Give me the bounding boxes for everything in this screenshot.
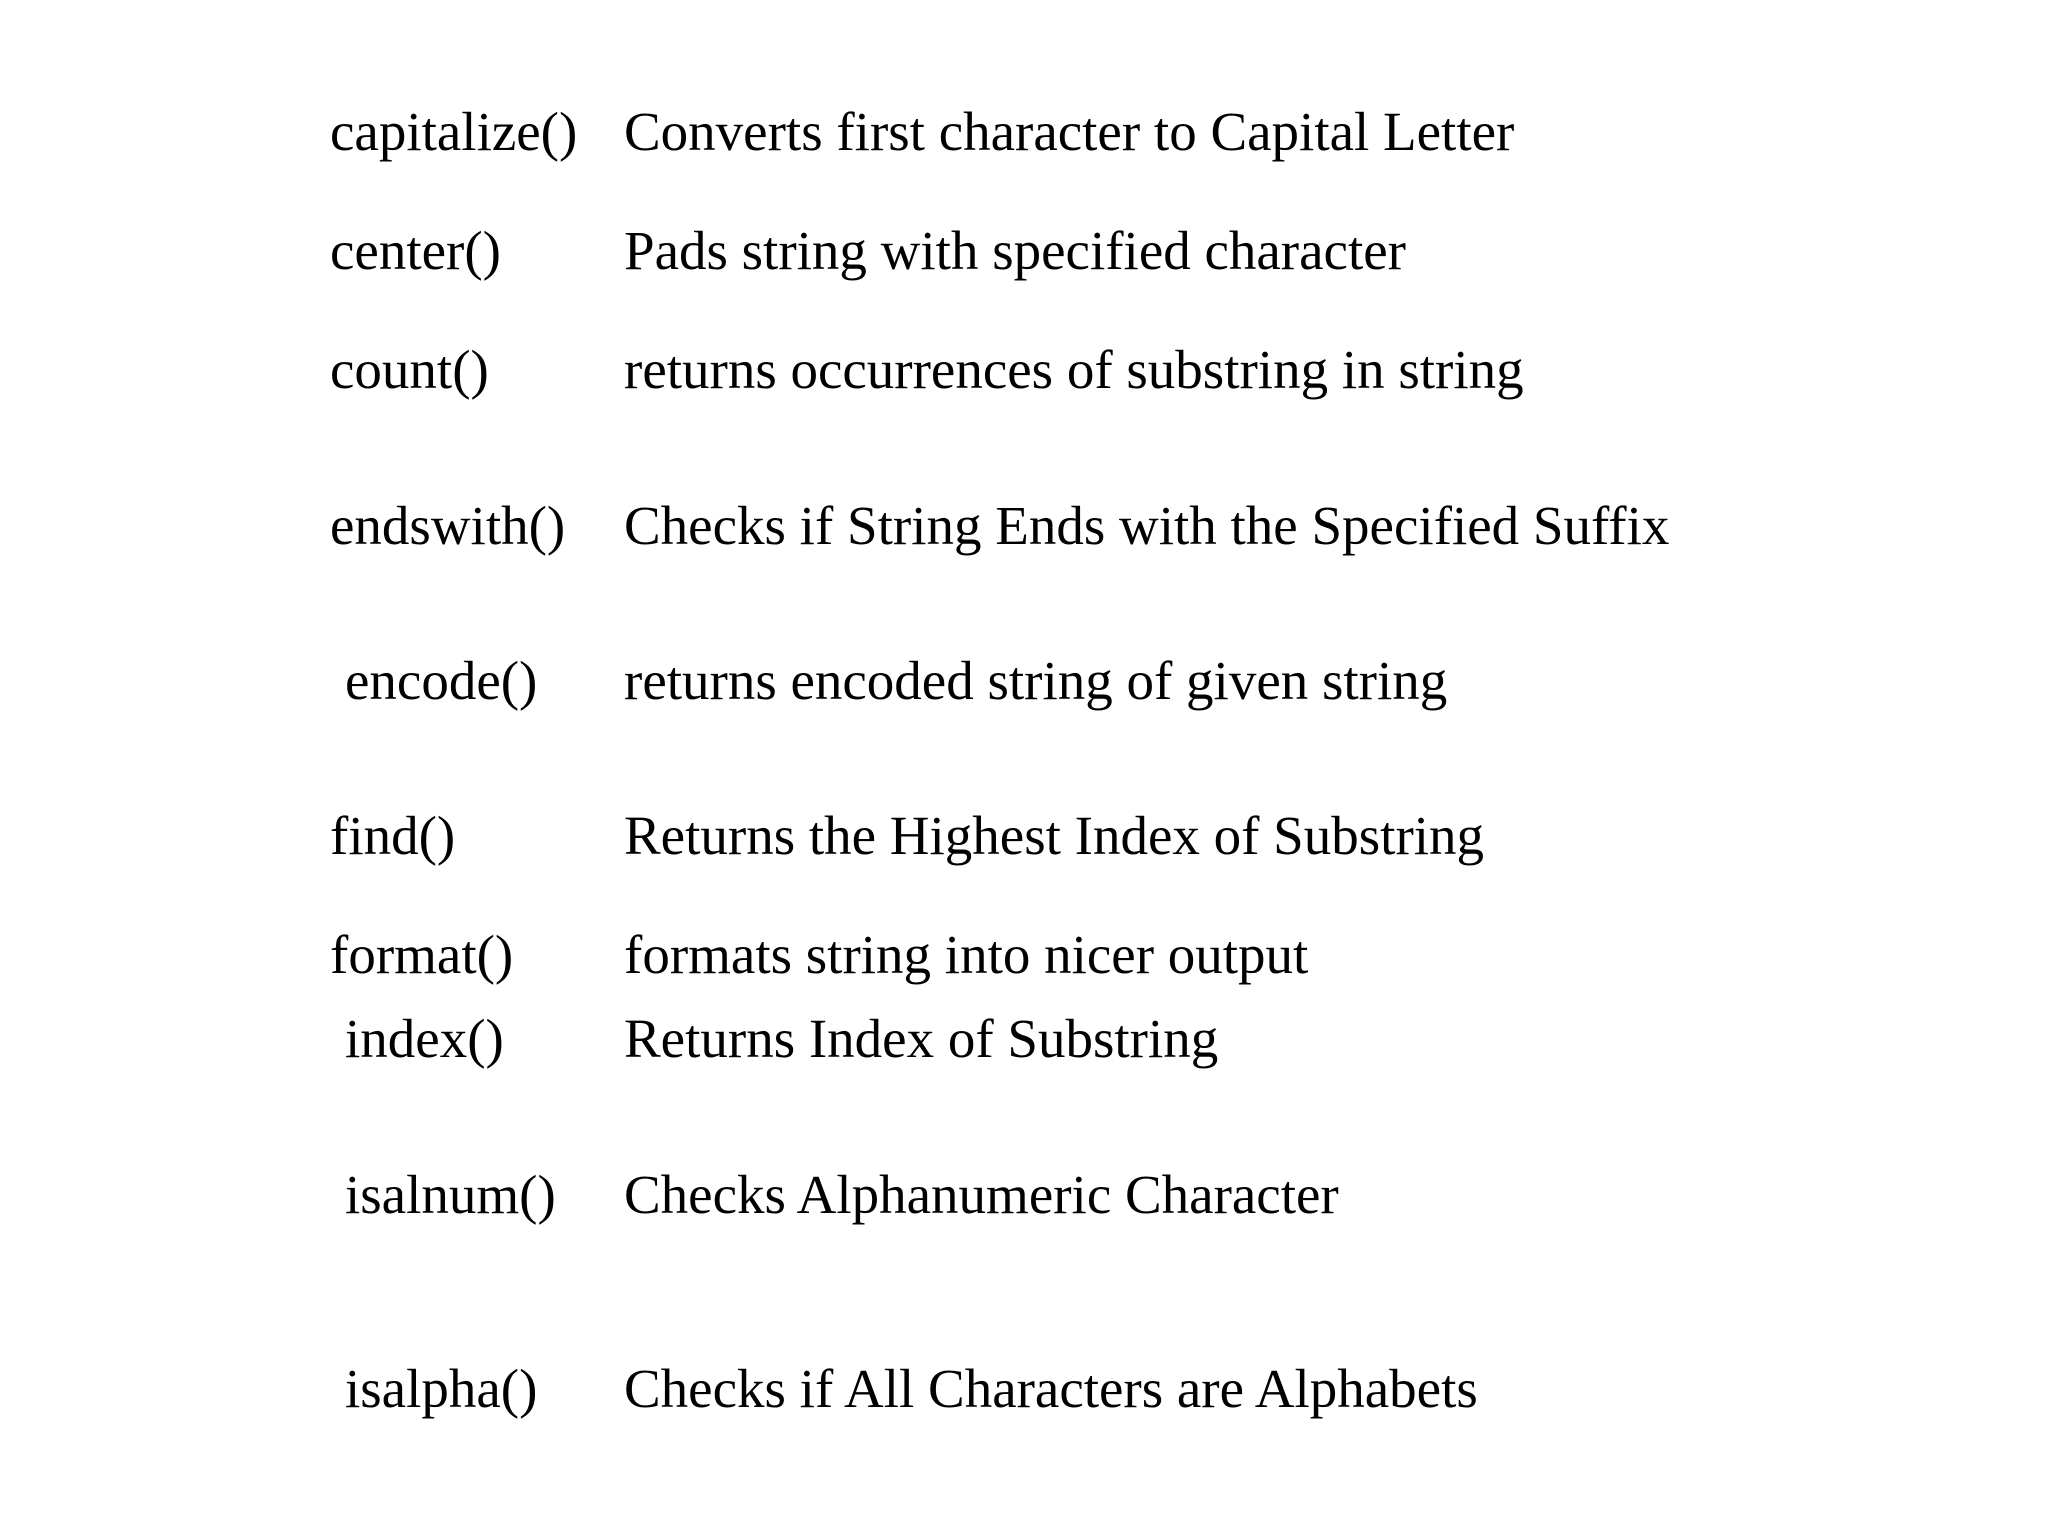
method-name: center() bbox=[330, 220, 501, 281]
method-name: index() bbox=[345, 1008, 504, 1069]
method-row-find bbox=[0, 796, 2048, 876]
method-row-isalpha bbox=[0, 1349, 2048, 1429]
method-row-count bbox=[0, 330, 2048, 410]
method-name: encode() bbox=[345, 650, 538, 711]
method-description: Checks if All Characters are Alphabets bbox=[624, 1358, 1478, 1419]
method-row-format bbox=[0, 915, 2048, 995]
method-row-endswith bbox=[0, 486, 2048, 566]
method-row-center bbox=[0, 211, 2048, 291]
method-name: find() bbox=[330, 805, 456, 866]
method-name: format() bbox=[330, 924, 514, 985]
method-description: formats string into nicer output bbox=[624, 924, 1309, 985]
method-description: Checks if String Ends with the Specified Suffix bbox=[624, 495, 1670, 556]
method-row-isalnum bbox=[0, 1155, 2048, 1235]
method-name: endswith() bbox=[330, 495, 566, 556]
method-row-index bbox=[0, 999, 2048, 1079]
method-description: Pads string with specified character bbox=[624, 220, 1406, 281]
method-row-encode bbox=[0, 641, 2048, 721]
method-description: returns occurrences of substring in string bbox=[624, 339, 1524, 400]
method-description: Checks Alphanumeric Character bbox=[624, 1164, 1339, 1225]
method-description: Converts first character to Capital Letter bbox=[624, 101, 1515, 162]
method-name: isalpha() bbox=[345, 1358, 538, 1419]
method-description: Returns Index of Substring bbox=[624, 1008, 1219, 1069]
method-name: count() bbox=[330, 339, 489, 400]
method-row-capitalize bbox=[0, 92, 2048, 172]
method-name: capitalize() bbox=[330, 101, 578, 162]
method-description: returns encoded string of given string bbox=[624, 650, 1448, 711]
method-description: Returns the Highest Index of Substring bbox=[624, 805, 1485, 866]
method-name: isalnum() bbox=[345, 1164, 556, 1225]
